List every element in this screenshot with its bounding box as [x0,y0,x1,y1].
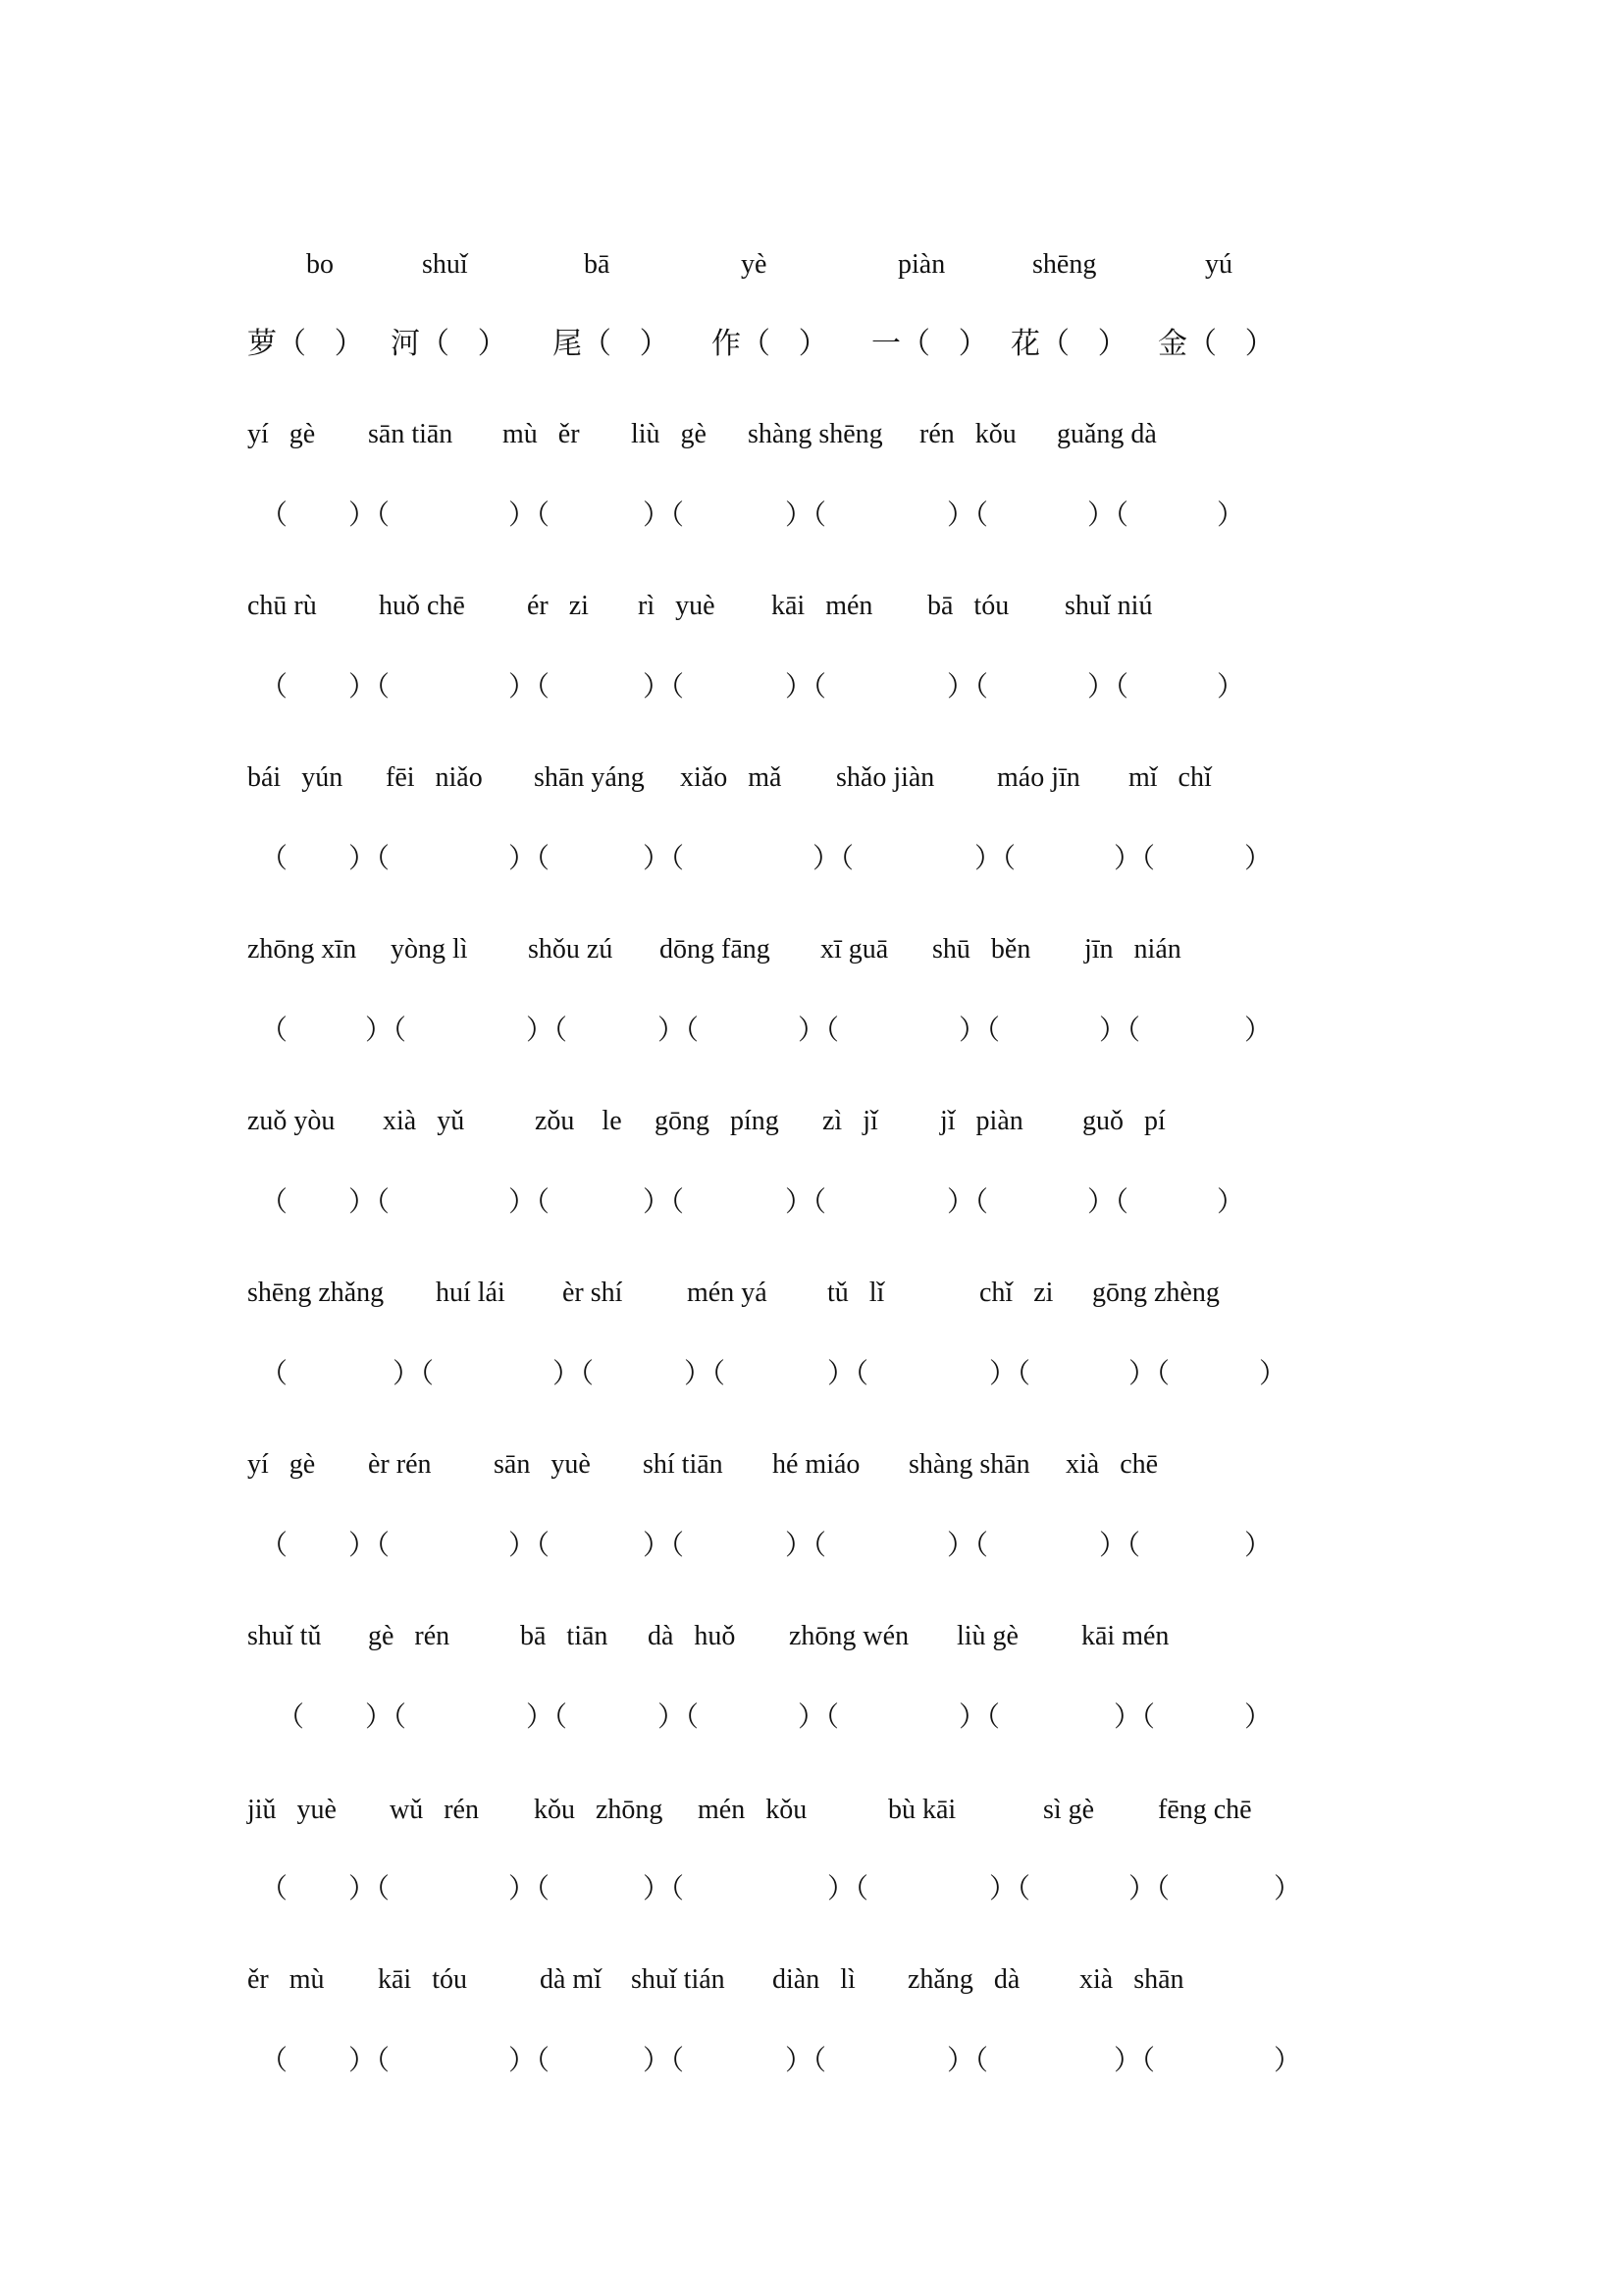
pinyin-word: shǒu zú [528,934,613,965]
pinyin-word: mǐ chǐ [1128,762,1212,793]
answer-blank: ）（ [508,1874,550,1905]
character-blank: 金（ ） [1158,327,1275,361]
answer-blank: ）（ [947,672,989,703]
answer-blank: ）（ [348,1874,391,1905]
answer-blank: ）（ [393,1359,435,1389]
pinyin-word: zì jǐ [822,1106,878,1136]
answer-blank: ）（ [785,1531,827,1561]
pinyin-word: chǐ zi [979,1278,1054,1308]
pinyin-word: yè [741,249,767,280]
pinyin-word: kāi mén [1081,1621,1170,1651]
answer-blank: ）（ [1087,672,1129,703]
pinyin-row [0,932,1624,975]
answer-blank: ）（ [348,844,391,874]
pinyin-word: xià yǔ [383,1106,465,1136]
pinyin-word: yí gè [247,1449,316,1480]
answer-blank: ） [1244,1016,1273,1046]
pinyin-word: mén kǒu [698,1795,808,1825]
pinyin-word: bā tóu [927,591,1010,621]
answer-blank: ）（ [643,1874,685,1905]
pinyin-word: fēng chē [1158,1795,1252,1825]
pinyin-word: yòng lì [391,934,468,965]
pinyin-word: liù gè [957,1621,1019,1651]
pinyin-word: kǒu zhōng [534,1795,663,1825]
answer-blank: ）（ [657,1702,700,1733]
pinyin-row [0,760,1624,804]
pinyin-word: shí tiān [643,1449,723,1480]
answer-blank: （ [260,1016,288,1046]
pinyin-word: dōng fāng [659,934,770,965]
pinyin-word: èr rén [368,1449,432,1480]
pinyin-word: shuǐ [422,249,468,280]
answer-blank: ）（ [526,1702,568,1733]
answer-blank: ）（ [947,500,989,531]
paren-row [0,2044,1624,2087]
answer-blank: ）（ [643,672,685,703]
pinyin-word: yú [1205,249,1232,280]
pinyin-word: gōng píng [655,1106,779,1136]
pinyin-word: gōng zhèng [1092,1278,1220,1308]
pinyin-word: chū rù [247,591,317,621]
pinyin-word: rì yuè [638,591,715,621]
pinyin-row [0,1447,1624,1490]
pinyin-row [0,589,1624,632]
pinyin-word: shān yáng [534,762,645,793]
answer-blank: ）（ [348,2046,391,2076]
pinyin-word: shuǐ tián [631,1964,725,1995]
answer-blank: ）（ [365,1016,407,1046]
pinyin-row [0,1104,1624,1147]
answer-blank: （ [277,1702,305,1733]
answer-blank: （ [260,1187,288,1218]
pinyin-word: huí lái [436,1278,505,1308]
answer-blank: ）（ [974,844,1017,874]
answer-blank: ）（ [989,1359,1031,1389]
answer-blank: ） [1217,672,1245,703]
character-blank: 一（ ） [871,327,988,361]
pinyin-word: bái yún [247,762,343,793]
answer-blank: ）（ [643,2046,685,2076]
character-blank: 作（ ） [711,327,828,361]
answer-blank: ） [1274,1874,1302,1905]
pinyin-word: guǎng dà [1057,419,1157,449]
answer-blank: ）（ [785,500,827,531]
pinyin-word: kāi tóu [378,1964,467,1995]
answer-blank: ）（ [348,672,391,703]
pinyin-word: zhǎng dà [908,1964,1021,1995]
pinyin-word: xī guā [820,934,889,965]
pinyin-word: dà huǒ [648,1621,736,1651]
pinyin-word: shàng shān [909,1449,1030,1480]
pinyin-word: zhōng wén [789,1621,910,1651]
answer-blank: ）（ [827,1874,869,1905]
pinyin-word: jīn nián [1084,934,1181,965]
paren-row [0,842,1624,885]
answer-blank: ）（ [643,500,685,531]
pinyin-word: rén kǒu [919,419,1017,449]
answer-blank: ）（ [1114,2046,1156,2076]
answer-blank: ）（ [1128,1359,1171,1389]
pinyin-word: zuǒ yòu [247,1106,336,1136]
pinyin-word: shǎo jiàn [836,762,935,793]
answer-blank: ） [1217,1187,1245,1218]
pinyin-word: diàn lì [772,1964,856,1995]
pinyin-row [0,1276,1624,1319]
chars-row [0,327,1624,370]
answer-blank: ）（ [947,2046,989,2076]
answer-blank: ）（ [827,1359,869,1389]
pinyin-word: mù ěr [502,419,580,449]
answer-blank: ）（ [798,1016,840,1046]
answer-blank: ） [1244,1531,1273,1561]
answer-blank: ）（ [1128,1874,1171,1905]
answer-blank: ）（ [1087,1187,1129,1218]
paren-row [0,1872,1624,1915]
pinyin-row [0,417,1624,460]
answer-blank: ）（ [348,1531,391,1561]
paren-row [0,1357,1624,1400]
pinyin-row [0,247,1624,290]
answer-blank: ）（ [947,1187,989,1218]
character-blank: 花（ ） [1011,327,1127,361]
answer-blank: ）（ [1087,500,1129,531]
pinyin-word: shū běn [932,934,1031,965]
pinyin-word: bo [306,249,334,280]
paren-row [0,1529,1624,1572]
pinyin-word: liù gè [631,419,707,449]
pinyin-word: èr shí [562,1278,623,1308]
pinyin-word: ěr mù [247,1964,325,1995]
character-blank: 萝（ ） [247,327,364,361]
answer-blank: （ [260,500,288,531]
pinyin-word: shuǐ tǔ [247,1621,322,1651]
pinyin-word: xiǎo mǎ [680,762,782,793]
answer-blank: ） [1244,844,1273,874]
pinyin-row [0,1962,1624,2006]
paren-row [0,1185,1624,1228]
pinyin-word: xià shān [1079,1964,1184,1995]
pinyin-word: zǒu le [535,1106,622,1136]
answer-blank: ） [1274,2046,1302,2076]
answer-blank: ） [1244,1702,1273,1733]
pinyin-word: sì gè [1043,1795,1095,1825]
pinyin-word: jiǔ yuè [247,1795,337,1825]
answer-blank: ）（ [798,1702,840,1733]
pinyin-word: sān yuè [494,1449,591,1480]
pinyin-row [0,1619,1624,1662]
answer-blank: ）（ [643,844,685,874]
paren-row [0,670,1624,713]
pinyin-row [0,1793,1624,1836]
pinyin-word: ér zi [527,591,589,621]
pinyin-word: wǔ rén [390,1795,479,1825]
answer-blank: ）（ [508,500,550,531]
answer-blank: ）（ [1099,1531,1141,1561]
answer-blank: ）（ [508,1187,550,1218]
answer-blank: ）（ [959,1702,1001,1733]
answer-blank: ）（ [348,500,391,531]
answer-blank: （ [260,1359,288,1389]
paren-row [0,498,1624,542]
answer-blank: ）（ [526,1016,568,1046]
answer-blank: ）（ [785,672,827,703]
pinyin-word: kāi mén [771,591,873,621]
pinyin-word: sān tiān [368,419,453,449]
answer-blank: ）（ [785,1187,827,1218]
pinyin-word: bā tiān [520,1621,608,1651]
pinyin-word: zhōng xīn [247,934,357,965]
character-blank: 尾（ ） [552,327,669,361]
pinyin-word: máo jīn [997,762,1080,793]
character-blank: 河（ ） [391,327,507,361]
pinyin-word: shēng [1032,249,1097,280]
pinyin-word: shēng zhǎng [247,1278,385,1308]
answer-blank: ）（ [508,1531,550,1561]
pinyin-word: jǐ piàn [940,1106,1023,1136]
pinyin-word: guǒ pí [1082,1106,1166,1136]
pinyin-word: gè rén [368,1621,450,1651]
paren-row [0,1014,1624,1057]
answer-blank: ）（ [684,1359,726,1389]
pinyin-word: piàn [898,249,946,280]
answer-blank: ）（ [947,1531,989,1561]
answer-blank: ）（ [812,844,855,874]
pinyin-word: bù kāi [888,1795,957,1825]
answer-blank: ）（ [508,2046,550,2076]
answer-blank: ） [1217,500,1245,531]
answer-blank: （ [260,1874,288,1905]
pinyin-word: huǒ chē [379,591,465,621]
pinyin-word: mén yá [687,1278,767,1308]
answer-blank: （ [260,2046,288,2076]
answer-blank: ）（ [1114,844,1156,874]
answer-blank: （ [260,844,288,874]
answer-blank: ）（ [785,2046,827,2076]
pinyin-word: shuǐ niú [1065,591,1153,621]
answer-blank: ）（ [989,1874,1031,1905]
answer-blank: （ [260,1531,288,1561]
answer-blank: ） [1259,1359,1287,1389]
answer-blank: （ [260,672,288,703]
answer-blank: ）（ [643,1531,685,1561]
answer-blank: ）（ [508,672,550,703]
pinyin-word: bā [584,249,610,280]
answer-blank: ）（ [959,1016,1001,1046]
answer-blank: ）（ [365,1702,407,1733]
answer-blank: ）（ [508,844,550,874]
pinyin-word: dà mǐ [540,1964,602,1995]
pinyin-word: xià chē [1066,1449,1159,1480]
answer-blank: ）（ [552,1359,595,1389]
answer-blank: ）（ [643,1187,685,1218]
answer-blank: ）（ [1114,1702,1156,1733]
pinyin-word: fēi niǎo [386,762,483,793]
pinyin-word: yí gè [247,419,316,449]
pinyin-word: shàng shēng [748,419,883,449]
pinyin-word: tǔ lǐ [827,1278,885,1308]
answer-blank: ）（ [1099,1016,1141,1046]
pinyin-word: hé miáo [772,1449,861,1480]
answer-blank: ）（ [657,1016,700,1046]
paren-row [0,1700,1624,1744]
answer-blank: ）（ [348,1187,391,1218]
